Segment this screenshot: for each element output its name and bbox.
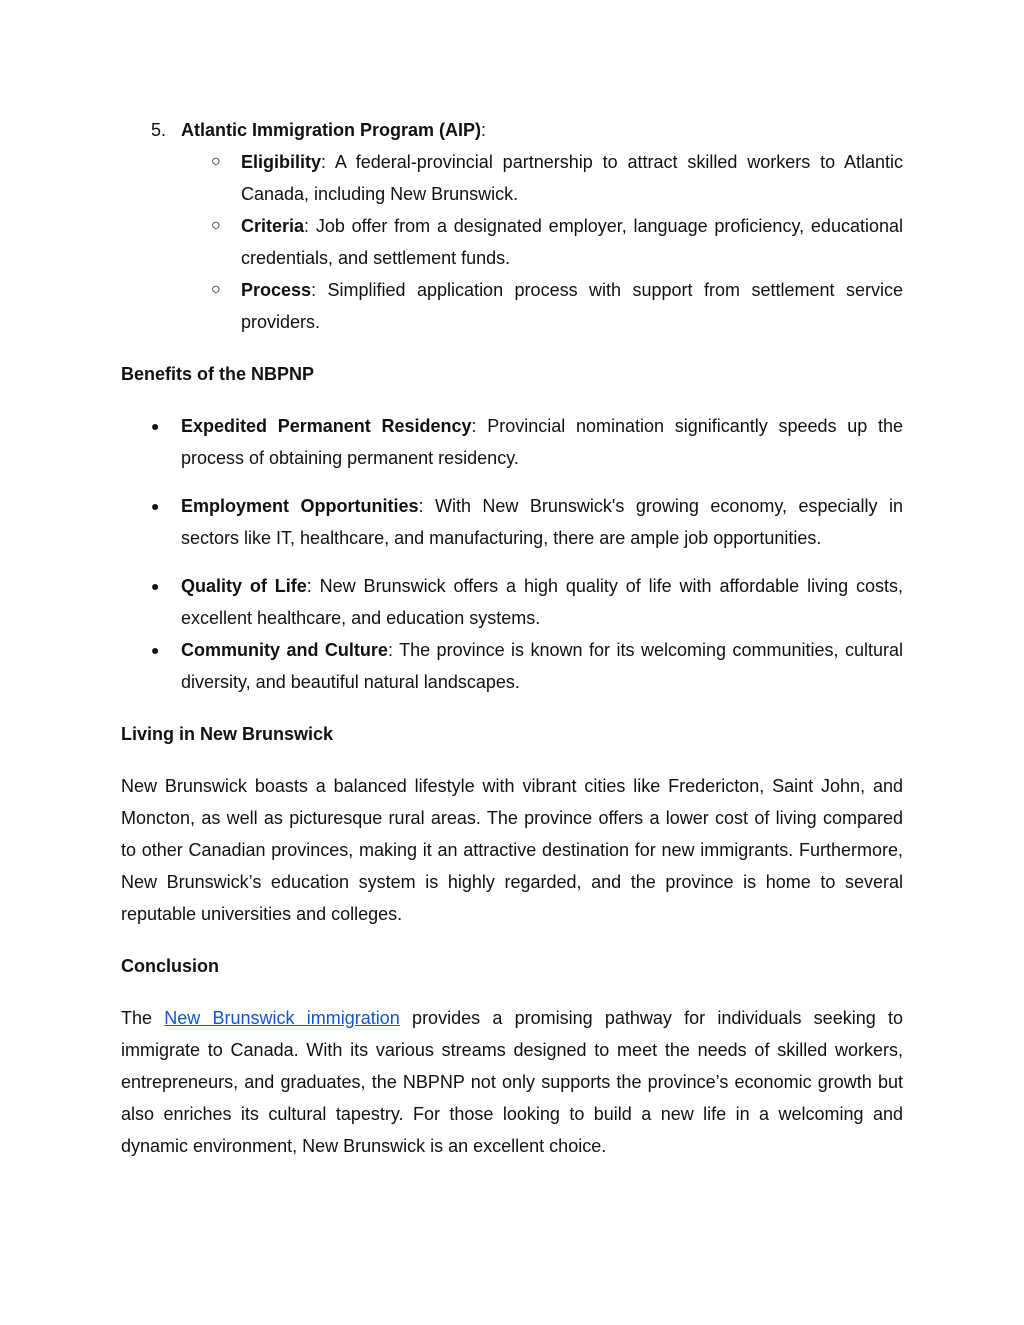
benefit-item bbox=[121, 570, 903, 634]
living-paragraph: New Brunswick boasts a balanced lifestyle with vibrant cities like Fredericton, Saint John, and Moncton, as well as picturesque rural areas. The province offers a lower cost of living compared to other Canadian provinces, making it an attractive destination for new immigrants. Furthermore, New Brunswick’s education system is highly regarded, and the province is home to several reputable universities and colleges. bbox=[121, 776, 903, 924]
program-item-aip bbox=[121, 114, 903, 338]
list-number: 5. bbox=[151, 120, 167, 140]
hollow-circle-bullet-icon: ○ bbox=[211, 281, 221, 298]
program-detail-criteria bbox=[121, 210, 903, 274]
hollow-circle-bullet-icon: ○ bbox=[211, 153, 221, 170]
detail-text: : Job offer from a designated employer, language proficiency, educational credentials, and settlement funds. bbox=[241, 216, 903, 268]
filled-circle-bullet-icon: ● bbox=[151, 418, 160, 434]
hollow-circle-bullet-icon: ○ bbox=[211, 217, 221, 234]
benefit-label: Community and Culture bbox=[181, 640, 388, 660]
detail-text: : A federal-provincial partnership to attract skilled workers to Atlantic Canada, including New Brunswick. bbox=[241, 152, 903, 204]
new-brunswick-immigration-link[interactable]: New Brunswick immigration bbox=[164, 1008, 400, 1028]
benefit-text: : Provincial nomination significantly speeds up the process of obtaining permanent residency. bbox=[181, 416, 903, 468]
program-detail-process bbox=[121, 274, 903, 338]
detail-label: Process bbox=[241, 280, 312, 300]
benefit-label: Expedited Permanent Residency bbox=[181, 416, 472, 436]
detail-text: : Simplified application process with support from settlement service providers. bbox=[241, 280, 903, 332]
program-title-suffix: : bbox=[481, 120, 487, 140]
benefit-item bbox=[121, 410, 903, 474]
program-details-list bbox=[121, 146, 903, 338]
conclusion-prefix: The bbox=[121, 1008, 165, 1028]
detail-label: Criteria bbox=[241, 216, 305, 236]
living-heading: Living in New Brunswick bbox=[121, 724, 334, 744]
benefit-text: : The province is known for its welcoming communities, cultural diversity, and beautiful natural landscapes. bbox=[181, 640, 903, 692]
benefit-item bbox=[121, 634, 903, 698]
filled-circle-bullet-icon: ● bbox=[151, 578, 160, 594]
filled-circle-bullet-icon: ● bbox=[151, 498, 160, 514]
conclusion-suffix: provides a promising pathway for individuals seeking to immigrate to Canada. With its various streams designed to meet the needs of skilled workers, entrepreneurs, and graduates, the NBPNP not only supports the province’s economic growth but also enriches its cultural tapestry. For those looking to build a new life in a welcoming and dynamic environment, New Brunswick is an excellent choice. bbox=[121, 1008, 903, 1156]
filled-circle-bullet-icon: ● bbox=[151, 642, 160, 658]
benefits-list bbox=[121, 410, 903, 698]
conclusion-heading: Conclusion bbox=[121, 956, 219, 976]
conclusion-paragraph bbox=[121, 1002, 903, 1162]
document-page bbox=[121, 114, 903, 1162]
benefit-label: Quality of Life bbox=[181, 576, 307, 596]
benefit-item bbox=[121, 490, 903, 554]
program-title: Atlantic Immigration Program (AIP) bbox=[181, 120, 482, 140]
detail-label: Eligibility bbox=[241, 152, 322, 172]
benefit-label: Employment Opportunities bbox=[181, 496, 419, 516]
benefit-text: : With New Brunswick's growing economy, especially in sectors like IT, healthcare, and manufacturing, there are ample job opportunities. bbox=[181, 496, 903, 548]
benefit-text: : New Brunswick offers a high quality of life with affordable living costs, excellent healthcare, and education systems. bbox=[181, 576, 903, 628]
program-detail-eligibility bbox=[121, 146, 903, 210]
benefits-heading: Benefits of the NBPNP bbox=[121, 364, 315, 384]
